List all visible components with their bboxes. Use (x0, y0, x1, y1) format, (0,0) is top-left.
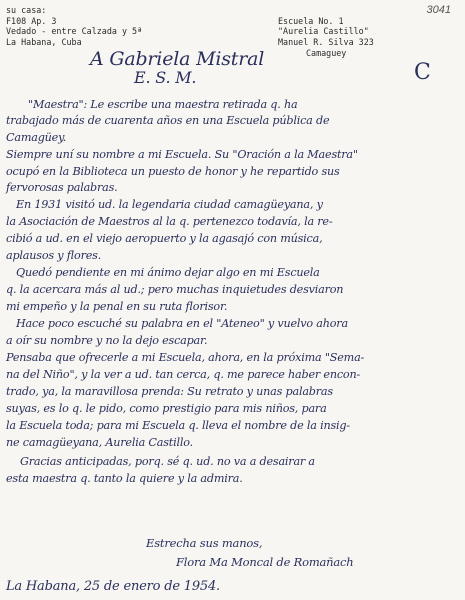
body-line: Hace poco escuché su palabra en el "Ateneo" y vuelvo ahora (16, 317, 348, 330)
signature: Flora Ma Moncal de Romañach (176, 555, 354, 569)
home-address-label: su casa: (6, 5, 47, 15)
body-line: Quedó pendiente en mi ánimo dejar algo en mi Escuela (16, 266, 320, 279)
margin-mark: C (414, 60, 431, 85)
home-address-line-1: F108 Ap. 3 (6, 16, 57, 26)
body-line: Gracias anticipadas, porq. sé q. ud. no va a desairar a (20, 455, 315, 468)
body-line: Siempre uní su nombre a mi Escuela. Su "Oración a la Maestra" (6, 148, 358, 161)
body-line: esta maestra q. tanto la quiere y la admira. (6, 472, 243, 485)
body-line: En 1931 visitó ud. la legendaria ciudad camagüeyana, y (16, 198, 323, 211)
body-line: la Escuela toda; para mi Escuela q. lleva el nombre de la insig- (6, 419, 350, 432)
school-address-line-3: Manuel R. Silva 323 (278, 37, 374, 47)
body-line: cibió a ud. en el viejo aeropuerto y la agasajó con música, (6, 232, 323, 245)
home-address-line-2: Vedado - entre Calzada y 5ª (6, 26, 143, 36)
body-line: a oír su nombre y no la dejo escapar. (6, 334, 208, 347)
school-address-line-1: Escuela No. 1 (278, 16, 344, 26)
body-line: trabajado más de cuarenta años en una Escuela pública de (6, 114, 330, 127)
closing: Estrecha sus manos, (146, 536, 263, 550)
body-line: mi empeño y la penal en su ruta florisor. (6, 300, 228, 313)
body-line: aplausos y flores. (6, 249, 102, 262)
body-line: q. la acercara más al ud.; pero muchas inquietudes desviaron (6, 283, 344, 296)
body-line: trado, ya, la maravillosa prenda: Su retrato y unas palabras (6, 385, 333, 398)
body-line: suyas, es lo q. le pido, como prestigio para mis niños, para (6, 402, 327, 415)
archive-number: 3041 (426, 4, 451, 16)
place-date: La Habana, 25 de enero de 1954. (6, 579, 220, 594)
body-line: "Maestra": Le escribe una maestra retirada q. ha (28, 98, 298, 111)
body-line: ne camagüeyana, Aurelia Castillo. (6, 436, 193, 449)
body-line: fervorosas palabras. (6, 181, 118, 194)
body-line: Pensaba que ofrecerle a mi Escuela, ahora, en la próxima "Sema- (6, 351, 365, 364)
body-line: na del Niño", y la ver a ud. tan cerca, q. me parece haber encon- (6, 368, 361, 381)
recipient-name: A Gabriela Mistral (90, 48, 265, 70)
body-line: la Asociación de Maestros al la q. pertenezco todavía, la re- (6, 215, 333, 228)
body-line: Camagüey. (6, 131, 67, 144)
school-address-line-4: Camaguey (306, 48, 347, 58)
recipient-initials: E. S. M. (134, 68, 197, 87)
body-line: ocupó en la Biblioteca un puesto de honor y he repartido sus (6, 165, 340, 178)
school-address-line-2: "Aurelia Castillo" (278, 26, 369, 36)
home-address-line-3: La Habana, Cuba (6, 37, 82, 47)
